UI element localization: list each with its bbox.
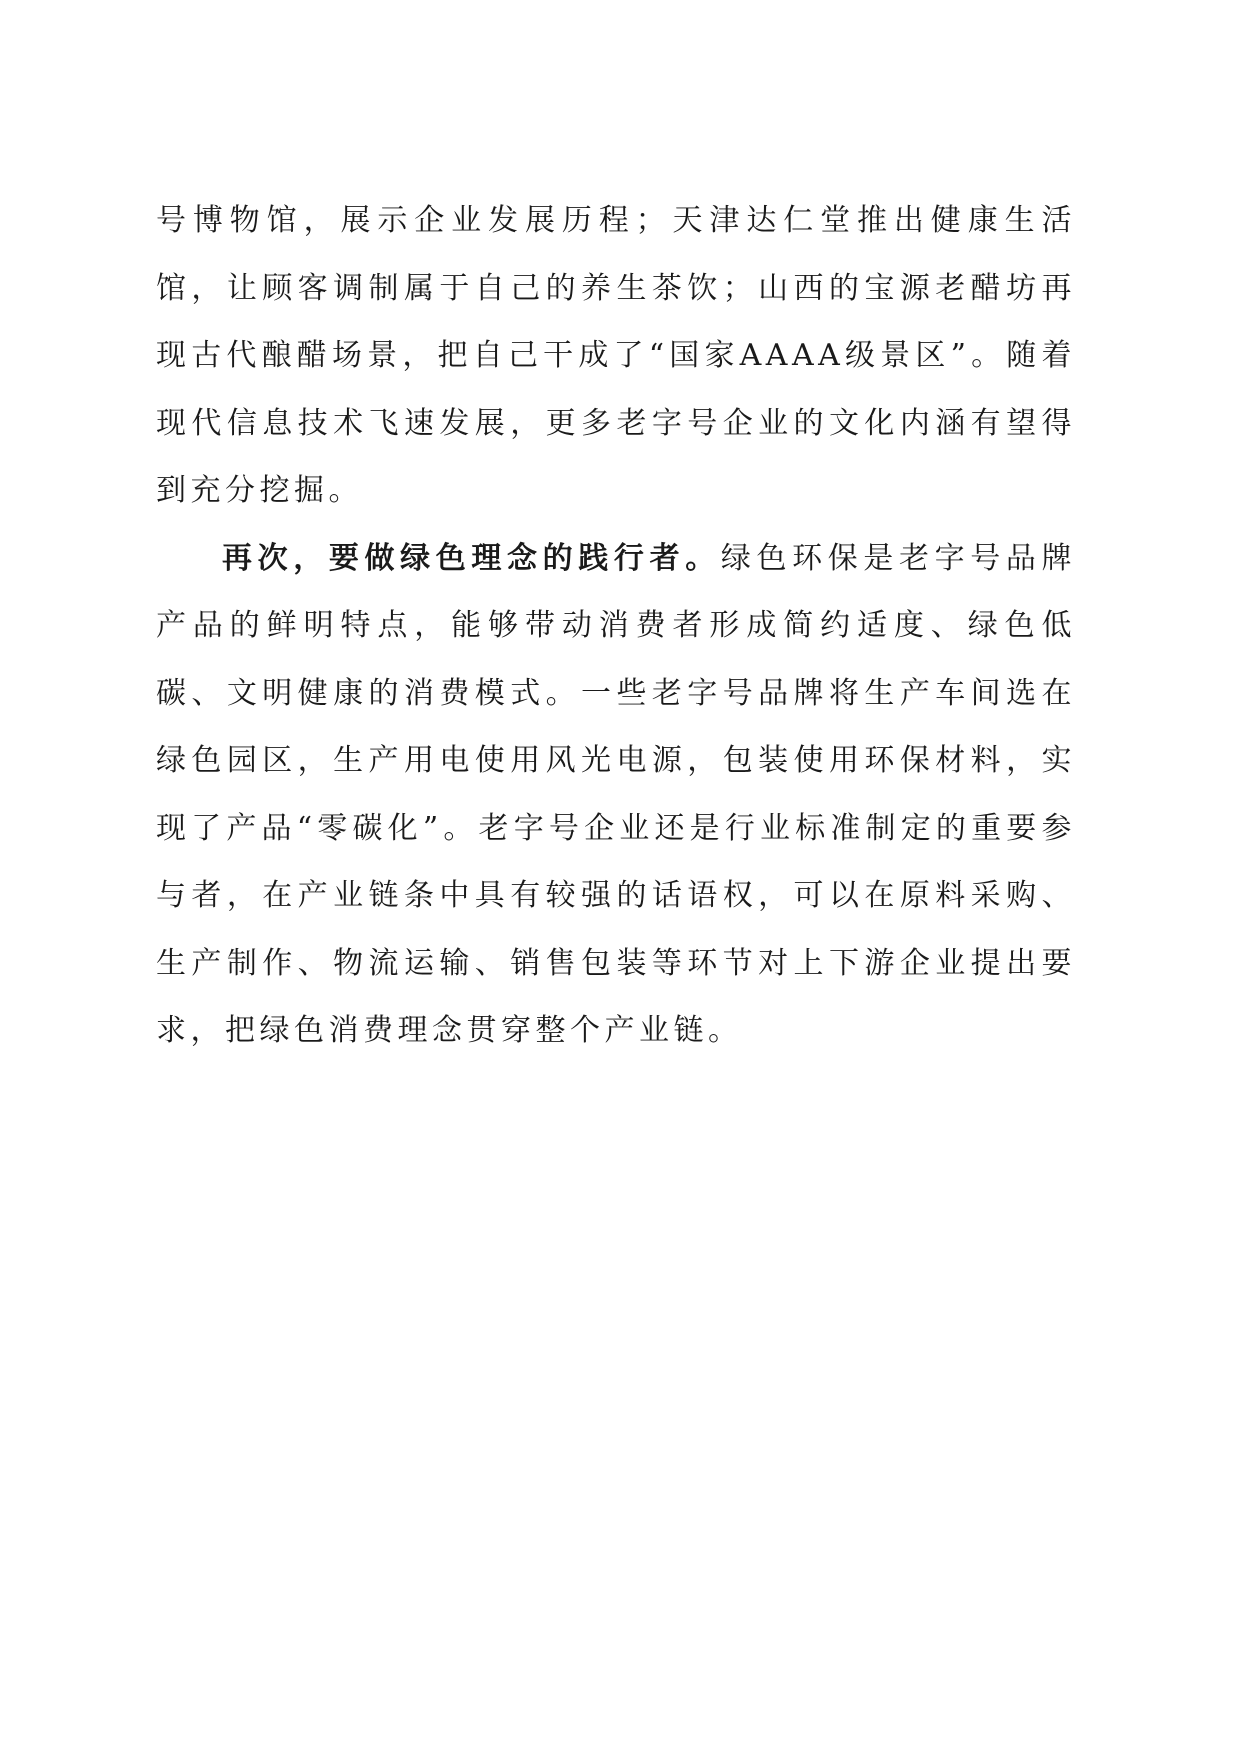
paragraph-continuation xyxy=(156,187,1076,525)
paragraph-text: 绿色环保是老字号品牌产品的鲜明特点，能够带动消费者形成简约适度、绿色低碳、文明健康的消费模式。一些老字号品牌将生产车间选在绿色园区，生产用电使用风光电源，包装使用环保材料，实现了产品“零碳化”。老字号企业还是行业标准制定的重要参与者，在产业链条中具有较强的话语权，可以在原料采购、生产制作、物流运输、销售包装等环节对上下游企业提出要求，把绿色消费理念贯穿整个产业链。 xyxy=(156,540,1077,1048)
paragraph-green-concept xyxy=(156,525,1076,1065)
body-text xyxy=(156,187,1076,1065)
paragraph-lead-heading: 再次，要做绿色理念的践行者。 xyxy=(222,540,721,576)
paragraph-text: 号博物馆，展示企业发展历程；天津达仁堂推出健康生活馆，让顾客调制属于自己的养生茶饮；山西的宝源老醋坊再现古代酿醋场景，把自己干成了“国家AAAA级景区”。随着现代信息技术飞速发展，更多老字号企业的文化内涵有望得到充分挖掘。 xyxy=(156,203,1076,508)
